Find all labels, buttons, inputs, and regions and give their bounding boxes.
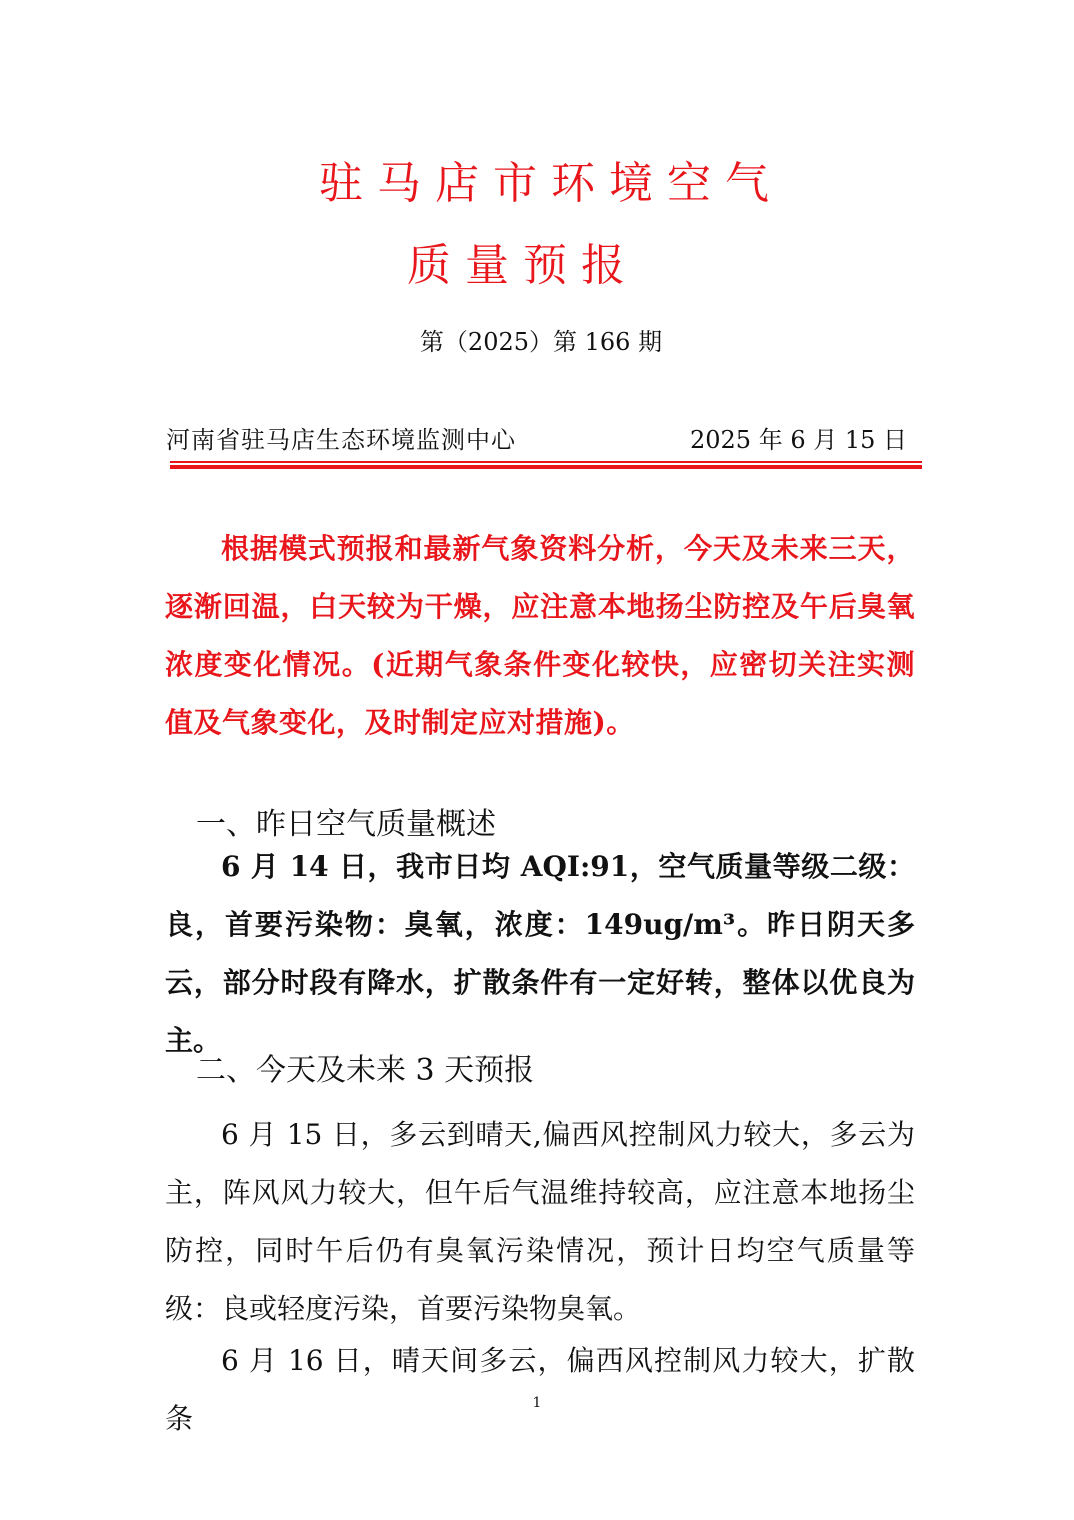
section-heading-forecast: 二、今天及未来 3 天预报 (196, 1053, 535, 1088)
header-divider-thick (170, 465, 922, 469)
forecast-paragraph-jun15: 6 月 15 日，多云到晴天,偏西风控制风力较大，多云为主，阵风风力较大，但午后气温维持较高，应注意本地扬尘防控，同时午后仍有臭氧污染情况，预计日均空气质量等级：良或轻度污染，首要污染物臭氧。 (165, 1118, 915, 1325)
forecast-paragraph-jun16: 6 月 16 日，晴天间多云，偏西风控制风力较大，扩散条 (165, 1344, 915, 1435)
section-heading-yesterday: 一、昨日空气质量概述 (196, 807, 496, 842)
issue-number: 第（2025）第 166 期 (419, 328, 663, 356)
header-divider-thin (170, 461, 922, 463)
report-title-line-2: 质量预报 (407, 240, 639, 291)
forecast-summary: 根据模式预报和最新气象资料分析，今天及未来三天，逐渐回温，白天较为干燥，应注意本地扬尘防控及午后臭氧浓度变化情况。(近期气象条件变化较快，应密切关注实测值及气象变化，及时制定应对措施)。 (165, 532, 915, 739)
yesterday-overview-paragraph: 6 月 14 日，我市日均 AQI:91，空气质量等级二级：良，首要污染物：臭氧，浓度：149ug/m³。昨日阴天多云，部分时段有降水，扩散条件有一定好转，整体以优良为主。 (165, 850, 915, 1057)
issue-date: 2025 年 6 月 15 日 (690, 426, 908, 454)
page-number: 1 (532, 1395, 542, 1411)
issuing-organization: 河南省驻马店生态环境监测中心 (166, 426, 516, 454)
report-title-line-1: 驻马店市环境空气 (319, 158, 783, 209)
